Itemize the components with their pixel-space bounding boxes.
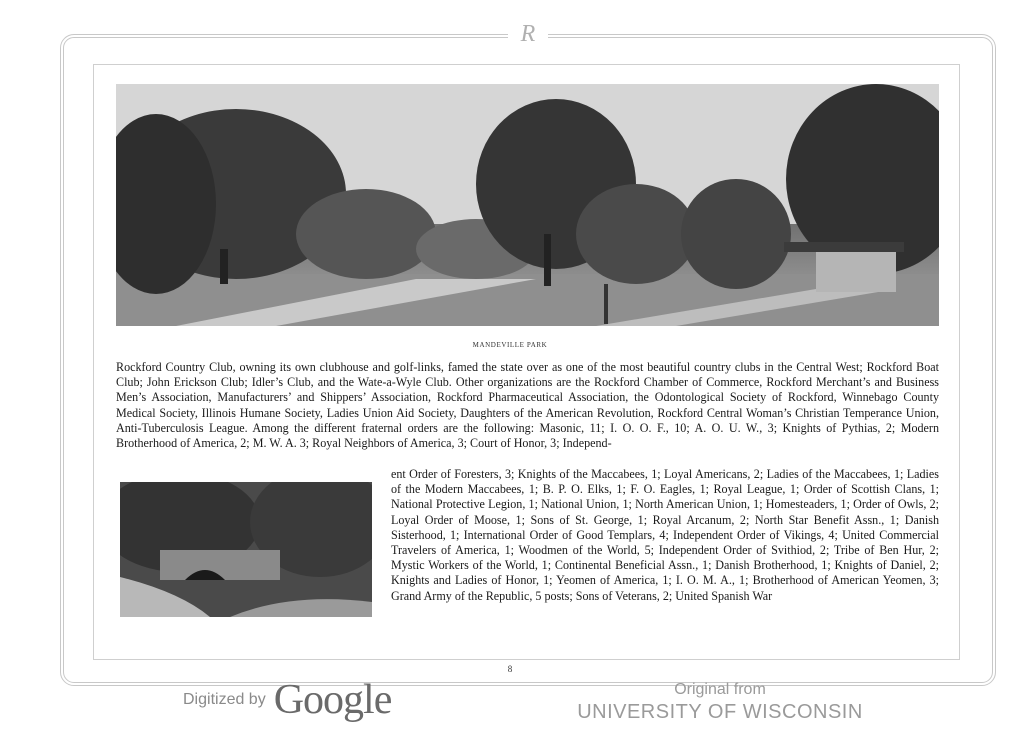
stone-bridge-photo (120, 482, 372, 617)
body-paragraph-full-width: Rockford Country Club, owning its own clubhouse and golf-links, famed the state over as one of the most beautiful country clubs in the Central West; Rockford Boat Club; John Erickson Club; Idler’s Club, and the Wate-a-Wyle Club. Other organizations are the Rockford Chamber of Commerce, Rockford Merchant’s and Business Men’s Association, Manufacturers’ and Shippers’ Association, Rockford Pharmaceutical Association, the Odontological Society of Rockford, Winnebago County Medical Society, Illinois Humane Society, Ladies Union Aid Society, Daughters of the American Revolution, Rockford Central Woman’s Christian Temperance Union, Anti-Tuberculosis League. Among the different fraternal orders are the following: Masonic, 11; I. O. O. F., 10; A. O. U. W., 3; Knights of Pythias, 2; Modern Brotherhood of America, 2; M. W. A. 3; Royal Neighbors of America, 3; Court of Honor, 3; Independ- (116, 360, 939, 451)
university-label: UNIVERSITY OF WISCONSIN (577, 701, 863, 723)
body-paragraph-right-column: ent Order of Foresters, 3; Knights of the Maccabees, 1; Loyal Americans, 2; Ladies of the Maccabees, 1; Ladies of the Modern Maccabees, 1; B. P. O. Elks, 1; F. O. Eagles, 1; Royal League, 1; Order of Scottish Clans, 1; National Protective Legion, 1; National Union, 1; North American Union, 1; Homesteaders, 1; Order of Owls, 2; Loyal Order of Moose, 1; Sons of St. George, 1; Royal Arcanum, 2; North Star Benefit Assn., 1; Danish Sisterhood, 1; International Order of Good Templars, 4; Independent Order of Vikings, 4; United Commercial Travelers of America, 1; Woodmen of the World, 5; Independent Order of Svithiod, 2; Tribe of Ben Hur, 2; Mystic Workers of the World, 1; Continental Beneficial Assn., 1; Danish Brotherhood, 1; Knights of Daniel, 2; Knights and Ladies of Honor, 1; Yeomen of America, 1; I. O. M. A., 1; Brotherhood of American Yeomen, 3; Grand Army of the Republic, 5 posts; Sons of Veterans, 2; United Spanish War (391, 467, 939, 603)
page-number: 8 (507, 664, 513, 674)
mandeville-park-photo (116, 84, 939, 326)
google-logo: Google (273, 677, 392, 723)
original-from-label: Original from (674, 681, 766, 698)
park-illustration (116, 84, 939, 326)
digitized-by-watermark (183, 677, 392, 723)
bridge-illustration (120, 482, 372, 617)
photo-caption: MANDEVILLE PARK (472, 341, 548, 349)
monogram-ornament: R (508, 20, 548, 48)
original-source-watermark (560, 680, 880, 724)
digitized-by-label: Digitized by (183, 691, 266, 708)
